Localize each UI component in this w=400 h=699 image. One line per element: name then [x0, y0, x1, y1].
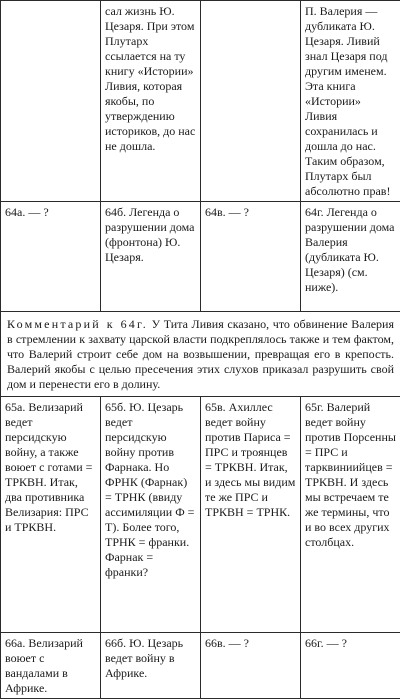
- cell-66c: [201, 633, 301, 699]
- cell-text: 66г. — ?: [305, 636, 396, 651]
- cell-top-c: [201, 1, 301, 202]
- comment-heading: Комментарий к 64г.: [7, 317, 148, 331]
- cell-top-b: [101, 1, 201, 202]
- comment-cell: [1, 312, 400, 397]
- cell-text: 64в. — ?: [205, 205, 296, 220]
- table-row: [1, 397, 400, 633]
- comment-body: У Тита Ливия сказано, что обвинение Валерия в стремлении к захвату царской власти подкреплялось также и тем фактом, что Валерий строит себе дом на возвышении, превращая его в крепость. Валерий якобы с целью пресечения этих слухов приказал разрушить свой дом и перенести его в долину.: [7, 317, 394, 391]
- cell-66d: [301, 633, 400, 699]
- cell-64c: [201, 202, 301, 312]
- cell-65b: [101, 397, 201, 633]
- cell-text: 64б. Легенда о разрушении дома (фронтона) Ю. Цезаря.: [105, 205, 196, 265]
- cell-text: 66в. — ?: [205, 636, 296, 651]
- cell-64d: [301, 202, 400, 312]
- cell-64a: [1, 202, 101, 312]
- cell-text: 65б. Ю. Цезарь ведет персидскую войну против Фарнака. Но ФРНК (Фарнак) = ТРНК (ввиду ассимиляции Ф = Т). Более того, ТРНК = франки. Фарнак = франки?: [105, 400, 196, 580]
- cell-65c: [201, 397, 301, 633]
- cell-text: 66а. Велизарий воюет с вандалами в Африке.: [5, 636, 96, 696]
- table-row: [1, 202, 400, 312]
- cell-top-d: [301, 1, 400, 202]
- cell-66b: [101, 633, 201, 699]
- cell-text: 65г. Валерий ведет войну против Порсенны = ПРС и тарквиниийцев = ТРКВН. И здесь мы встречаем те же термины, что и во всех других столбцах.: [305, 400, 396, 550]
- cell-top-a: [1, 1, 101, 202]
- cell-text: 66б. Ю. Цезарь ведет войну в Африке.: [105, 636, 196, 681]
- cell-text: П. Валерия — дубликата Ю. Цезаря. Ливий знал Цезаря под другим именем. Эта книга «Истории» Ливия сохранилась и дошла до нас. Таким образом, Плутарх был абсолютно прав!: [305, 4, 396, 199]
- cell-66a: [1, 633, 101, 699]
- cell-text: 64г. Легенда о разрушении дома Валерия (дубликата Ю. Цезаря) (см. ниже).: [305, 205, 396, 295]
- cell-text: 65а. Велизарий ведет персидскую войну, а также воюет с готами = ТРКВН. Итак, два противника Велизария: ПРС и ТРКВН.: [5, 400, 96, 535]
- cell-text: 64а. — ?: [5, 205, 96, 220]
- cell-64b: [101, 202, 201, 312]
- cell-65a: [1, 397, 101, 633]
- cell-text: 65в. Ахиллес ведет войну против Париса = ПРС и троянцев = ТРКВН. Итак, и здесь мы видим те же ПРС и ТРКВН = ТРНК.: [205, 400, 296, 520]
- table-row: [1, 633, 400, 699]
- table-row: [1, 1, 400, 202]
- cell-text: сал жизнь Ю. Цезаря. При этом Плутарх ссылается на ту книгу «Истории» Ливия, которая якобы, по утверждению историков, до нас не дошла.: [105, 4, 196, 154]
- cell-65d: [301, 397, 400, 633]
- table-row: [1, 312, 400, 397]
